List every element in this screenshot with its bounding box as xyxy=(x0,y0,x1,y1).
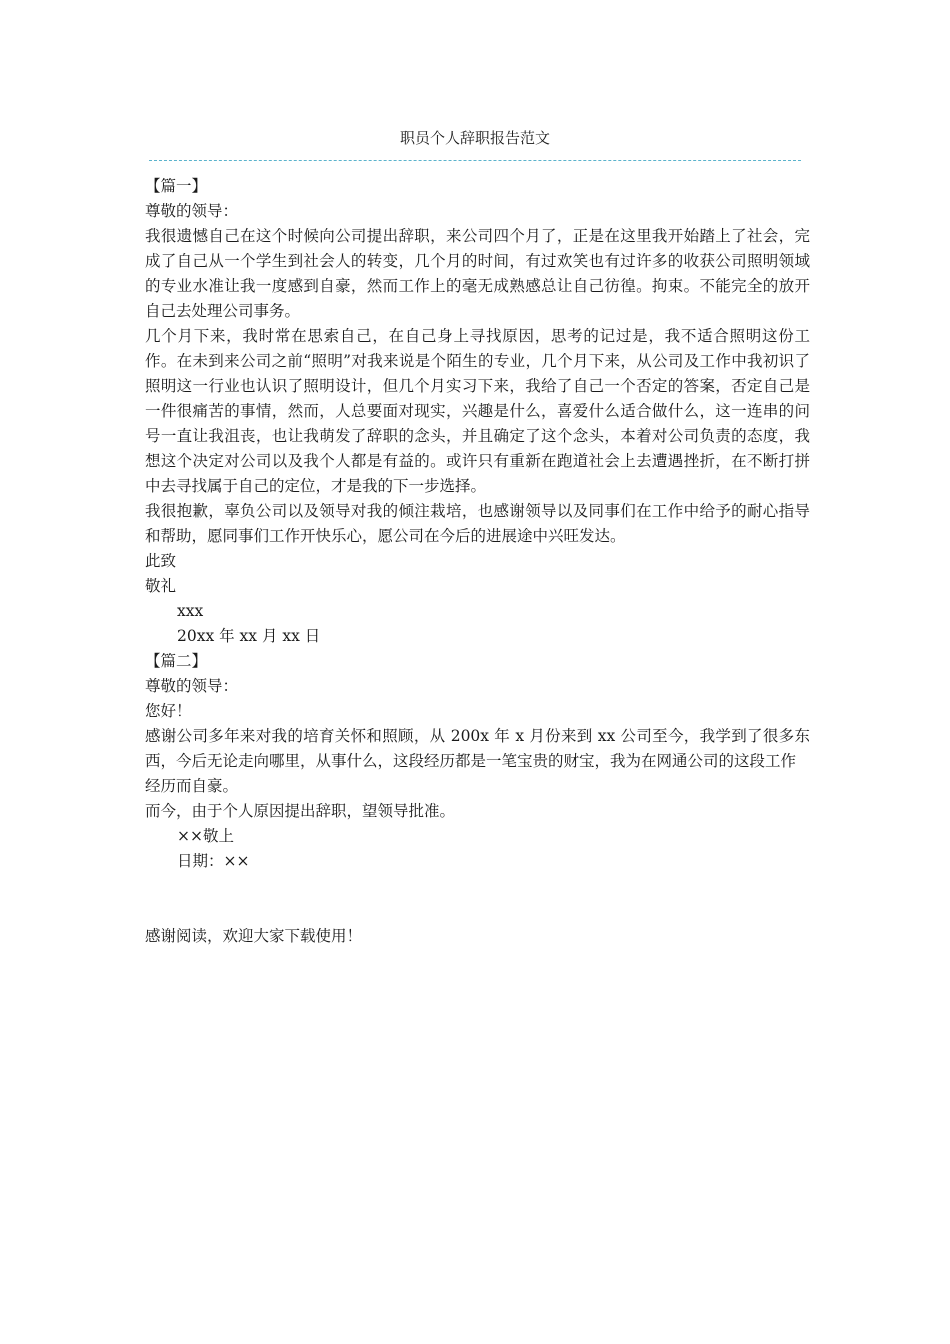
paragraph-1-1: 我很遗憾自己在这个时候向公司提出辞职，来公司四个月了，正是在这里我开始踏上了社会，完成了自己从一个学生到社会人的转变，几个月的时间，有过欢笑也有过许多的收获公司照明领域的专业水准让我一度感到自豪，然而工作上的毫无成熟感总让自己彷徨。拘束。不能完全的放开自己去处理公司事务。 xyxy=(145,227,810,320)
closing-line-1: 此致 xyxy=(145,552,177,570)
section-heading-1: 【篇一】 xyxy=(145,177,208,195)
paragraph-2-1: 感谢公司多年来对我的培育关怀和照顾，从 200x 年 x 月份来到 xx 公司至今，我学到了很多东西，今后无论走向哪里，从事什么，这段经历都是一笔宝贵的财宝，我为在网通公司的这段工作 xyxy=(145,727,810,770)
signature-2: ××敬上 xyxy=(177,827,234,845)
date-2: 日期：×× xyxy=(177,852,250,870)
date-1: 20xx 年 xx 月 xx 日 xyxy=(177,627,321,645)
paragraph-1-3: 我很抱歉，辜负公司以及领导对我的倾注栽培，也感谢领导以及同事们在工作中给予的耐心指导和帮助，愿同事们工作开快乐心，愿公司在今后的进展途中兴旺发达。 xyxy=(145,502,810,545)
title-divider xyxy=(149,160,801,161)
spacer xyxy=(145,874,810,924)
salutation-1: 尊敬的领导： xyxy=(145,202,239,220)
paragraph-2-1-cont: 经历而自豪。 xyxy=(145,777,239,795)
salutation-2: 尊敬的领导： xyxy=(145,677,239,695)
greeting-2: 您好！ xyxy=(145,702,192,720)
closing-line-2: 敬礼 xyxy=(145,577,177,595)
paragraph-2-2: 而今，由于个人原因提出辞职，望领导批准。 xyxy=(145,802,456,820)
paragraph-1-2: 几个月下来，我时常在思索自己，在自己身上寻找原因，思考的记过是，我不适合照明这份工作。在未到来公司之前“照明”对我来说是个陌生的专业，几个月下来，从公司及工作中我初识了照明这一行业也认识了照明设计，但几个月实习下来，我给了自己一个否定的答案，否定自己是一件很痛苦的事情，然而，人总要面对现实，兴趣是什么，喜爱什么适合做什么，这一连串的问号一直让我沮丧，也让我萌发了辞职的念头，并且确定了这个念头，本着对公司负责的态度，我想这个决定对公司以及我个人都是有益的。或许只有重新在跑道社会上去遭遇挫折，在不断打拼中去寻找属于自己的定位，才是我的下一步选择。 xyxy=(145,327,810,495)
signature-1: xxx xyxy=(177,602,204,620)
section-heading-2: 【篇二】 xyxy=(145,652,208,670)
footer-note: 感谢阅读，欢迎大家下载使用！ xyxy=(145,927,363,945)
document-body xyxy=(145,174,810,949)
document-title: 职员个人辞职报告范文 xyxy=(399,129,550,147)
